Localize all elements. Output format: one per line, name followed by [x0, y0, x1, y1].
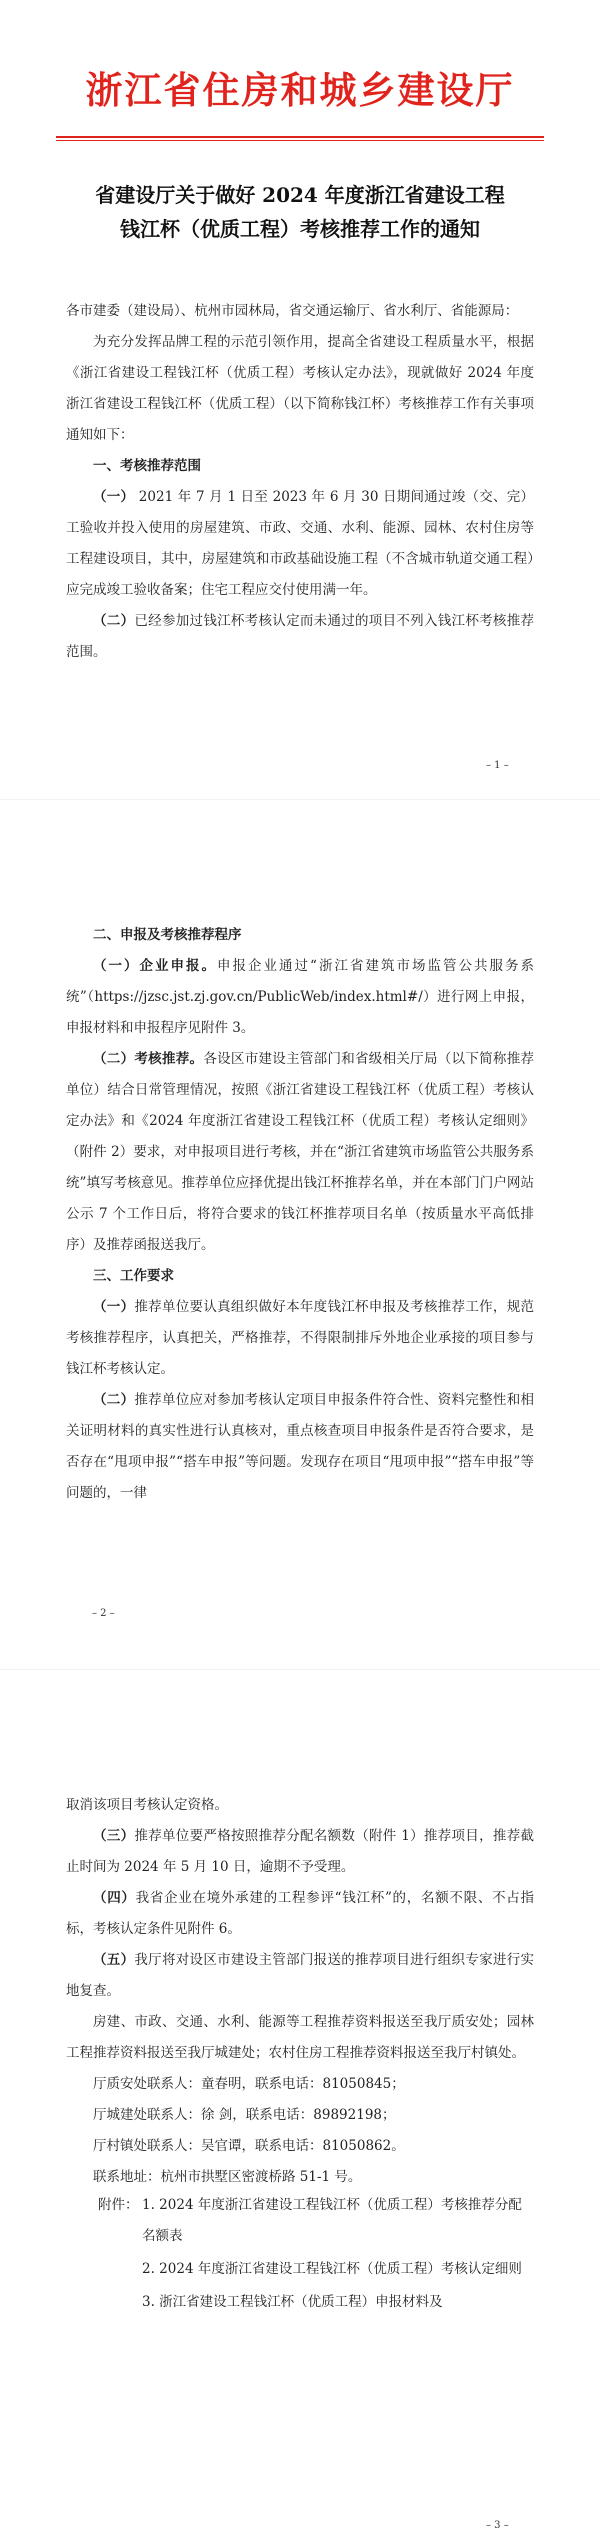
scope-item-1-label: （一）	[93, 489, 135, 505]
requirement-item-4-label: （四）	[93, 1890, 136, 1906]
section-1-heading: 一、考核推荐范围	[93, 458, 201, 474]
page-number-1: – 1 –	[486, 760, 509, 771]
page-1	[0, 0, 600, 800]
attachments-list	[98, 2190, 534, 2320]
intro-paragraph: 为充分发挥品牌工程的示范引领作用，提高全省建设工程质量水平，根据《浙江省建设工程钱江杯（优质工程）考核认定办法》，现就做好 2024 年度浙江省建设工程钱江杯（优质工程）（以下简称钱江杯）考核推荐工作有关事项通知如下：	[66, 334, 534, 443]
procedure-item-1-label: （一）企业申报。	[93, 958, 218, 974]
page-2	[0, 800, 600, 1670]
requirement-item-3-text: 推荐单位要严格按照推荐分配名额数（附件 1）推荐项目，推荐截止时间为 2024 年 5 月 10 日，逾期不予受理。	[66, 1828, 534, 1875]
requirement-item-2-label: （二）	[93, 1392, 135, 1408]
page-2-body	[66, 920, 534, 1509]
requirement-item-3-label: （三）	[93, 1828, 135, 1844]
procedure-item-2	[66, 1044, 534, 1261]
header-red-rule-thin	[56, 140, 544, 141]
scope-item-1-text: 2021 年 7 月 1 日至 2023 年 6 月 30 日期间通过竣（交、完）工验收并投入使用的房屋建筑、市政、交通、水利、能源、园林、农村住房等工程建设项目，其中，房屋建筑和市政基础设施工程（不含城市轨道交通工程）应完成竣工验收备案；住宅工程应交付使用满一年。	[66, 489, 535, 598]
requirement-item-4-text: 我省企业在境外承建的工程参评“钱江杯”的，名额不限、不占指标，考核认定条件见附件 6。	[66, 1890, 534, 1937]
agency-header: 浙江省住房和城乡建设厅	[85, 69, 515, 112]
section-2-heading: 二、申报及考核推荐程序	[93, 927, 242, 943]
section-3-heading: 三、工作要求	[93, 1268, 174, 1284]
page-3-body	[66, 1790, 534, 2193]
attachments-label: 附件：	[98, 2197, 139, 2213]
document-title	[60, 178, 540, 246]
requirement-item-1-text: 推荐单位要认真组织做好本年度钱江杯申报及考核推荐工作，规范考核推荐程序，认真把关，严格推荐，不得限制排斥外地企业承接的项目参与钱江杯考核认定。	[66, 1299, 535, 1377]
scope-item-2	[66, 606, 534, 668]
contact-address: 联系地址：杭州市拱墅区密渡桥路 51-1 号。	[93, 2169, 362, 2185]
contact-urban-construction: 厅城建处联系人：徐 剑，联系电话：89892198；	[93, 2107, 396, 2123]
contact-quality-safety: 厅质安处联系人：童春明，联系电话：81050845；	[93, 2076, 405, 2092]
procedure-item-1-text: 申报企业通过“浙江省建筑市场监管公共服务系统”（https://jzsc.jst.zj.gov.cn/PublicWeb/index.html#/）进行网上申报，申报材料和申报程序见附件 3。	[66, 958, 534, 1036]
requirement-item-5-label: （五）	[93, 1952, 135, 1968]
page-1-body	[66, 296, 534, 668]
procedure-item-2-label: （二）考核推荐。	[93, 1051, 204, 1067]
procedure-item-1	[66, 951, 534, 1044]
contact-village-town: 厅村镇处联系人：吴官谭，联系电话：81050862。	[93, 2138, 405, 2154]
requirement-item-5	[66, 1945, 534, 2007]
page-3	[0, 1670, 600, 2544]
header-red-rule	[56, 136, 544, 138]
procedure-item-2-text: 各设区市建设主管部门和省级相关厅局（以下简称推荐单位）结合日常管理情况，按照《浙江省建设工程钱江杯（优质工程）考核认定办法》和《2024 年度浙江省建设工程钱江杯（优质工程）考核认定细则》（附件 2）要求，对申报项目进行考核，并在“浙江省建筑市场监管公共服务系统”填写考核意见。推荐单位应择优提出钱江杯推荐名单，并在本部门门户网站公示 7 个工作日后，将符合要求的钱江杯推荐项目名单（按质量水平高低排序）及推荐函报送我厅。	[66, 1051, 535, 1253]
attachment-item-1: 1. 2024 年度浙江省建设工程钱江杯（优质工程）考核推荐分配名额表	[142, 2197, 522, 2244]
addressee: 各市建委（建设局）、杭州市园林局，省交通运输厅、省水利厅、省能源局：	[66, 303, 519, 319]
page-number-3: – 3 –	[486, 2520, 509, 2531]
document-title-line-2: 钱江杯（优质工程）考核推荐工作的通知	[120, 217, 480, 241]
attachment-item-3: 3. 浙江省建设工程钱江杯（优质工程）申报材料及	[142, 2294, 443, 2310]
scope-item-2-text: 已经参加过钱江杯考核认定而未通过的项目不列入钱江杯考核推荐范围。	[66, 613, 535, 660]
requirement-item-2	[66, 1385, 534, 1509]
document-title-line-1: 省建设厅关于做好 2024 年度浙江省建设工程	[95, 183, 505, 207]
requirement-item-1	[66, 1292, 534, 1385]
requirement-item-2-text: 推荐单位应对参加考核认定项目申报条件符合性、资料完整性和相关证明材料的真实性进行认真核对，重点核查项目申报条件是否符合要求，是否存在“甩项申报”“搭车申报”等问题。发现存在项目“甩项申报”“搭车申报”等问题的，一律	[66, 1392, 535, 1501]
scope-item-2-label: （二）	[93, 613, 135, 629]
submission-routing: 房建、市政、交通、水利、能源等工程推荐资料报送至我厅质安处；园林工程推荐资料报送至我厅城建处；农村住房工程推荐资料报送至我厅村镇处。	[66, 2014, 534, 2061]
attachment-item-2: 2. 2024 年度浙江省建设工程钱江杯（优质工程）考核认定细则	[142, 2261, 522, 2277]
page-number-2: – 2 –	[92, 1608, 115, 1619]
requirement-2-continuation: 取消该项目考核认定资格。	[66, 1797, 228, 1813]
requirement-item-1-label: （一）	[93, 1299, 135, 1315]
requirement-item-3	[66, 1821, 534, 1883]
requirement-item-4	[66, 1883, 534, 1945]
requirement-item-5-text: 我厅将对设区市建设主管部门报送的推荐项目进行组织专家进行实地复查。	[66, 1952, 535, 1999]
scope-item-1	[66, 482, 534, 606]
